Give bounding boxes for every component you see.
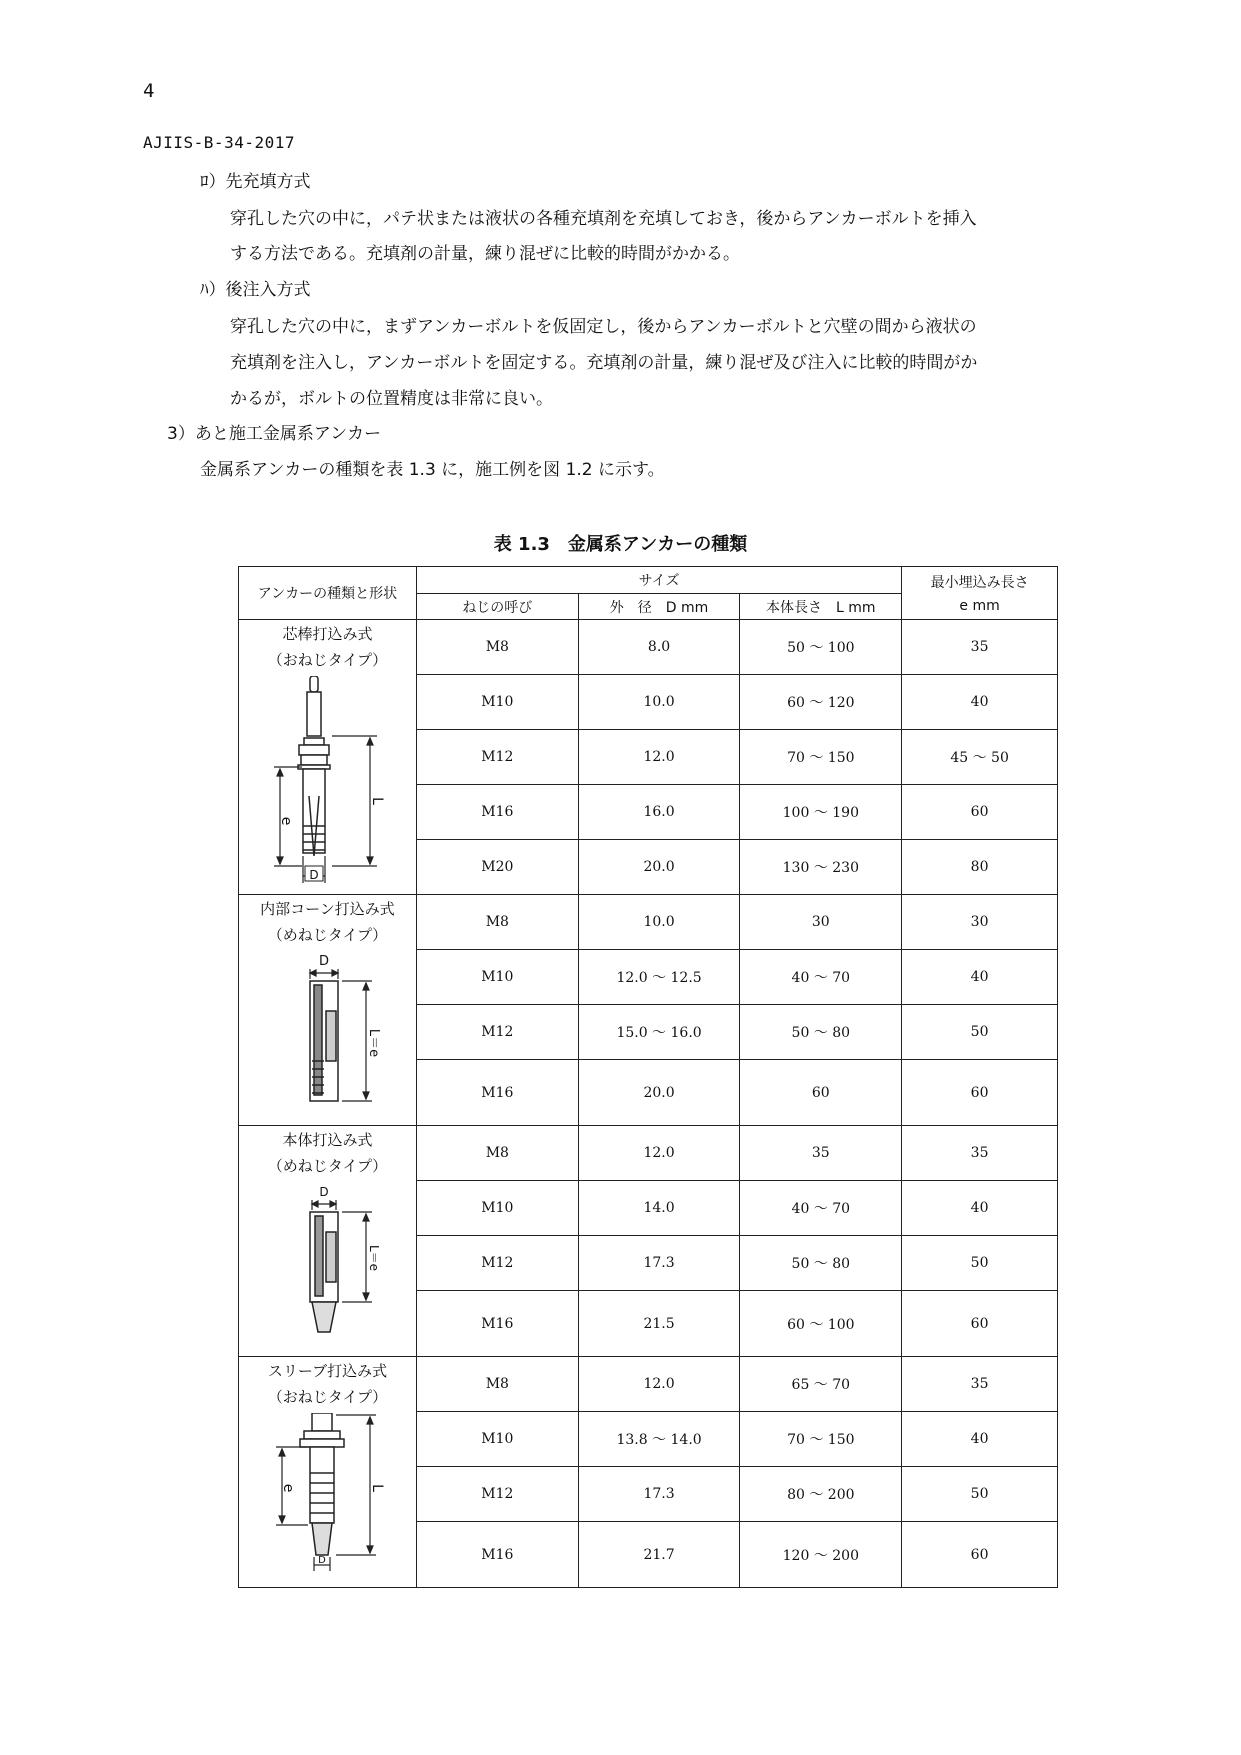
ha-paragraph-line1: 穿孔した穴の中に，まずアンカーボルトを仮固定し，後からアンカーボルトと穴壁の間から液状の — [230, 317, 977, 337]
dia-cell: 17.3 — [578, 1467, 740, 1522]
embed-cell: 40 — [902, 1181, 1058, 1236]
dia-cell: 8.0 — [578, 620, 740, 675]
thread-cell: M12 — [416, 1467, 578, 1522]
thread-cell: M16 — [416, 1522, 578, 1588]
dia-cell: 16.0 — [578, 785, 740, 840]
ha-paragraph-line2: 充填剤を注入し，アンカーボルトを固定する。充填剤の計量，練り混ぜ及び注入に比較的時間がか — [230, 353, 978, 373]
header-min-embed — [902, 567, 1058, 620]
dia-cell: 17.3 — [578, 1236, 740, 1291]
type-cell-sleeve-drive — [239, 1357, 417, 1588]
embed-cell: 60 — [902, 1060, 1058, 1126]
table-row — [239, 1126, 1058, 1181]
embed-cell: 40 — [902, 1412, 1058, 1467]
length-cell: 60 ～ 120 — [740, 675, 902, 730]
length-cell: 70 ～ 150 — [740, 1412, 902, 1467]
embed-cell: 35 — [902, 1357, 1058, 1412]
dia-cell: 12.0 — [578, 1357, 740, 1412]
section3-paragraph: 金属系アンカーの種類を表 1.3 に，施工例を図 1.2 に示す。 — [200, 460, 665, 480]
thread-cell: M12 — [416, 730, 578, 785]
length-cell: 60 — [740, 1060, 902, 1126]
dim-label-l: L — [369, 1484, 386, 1492]
thread-cell: M16 — [416, 785, 578, 840]
ha-heading: ﾊ）後注入方式 — [200, 280, 311, 300]
length-cell: 100 ～ 190 — [740, 785, 902, 840]
section3-heading: 3）あと施工金属系アンカー — [167, 424, 382, 444]
page-number: 4 — [143, 80, 155, 102]
thread-cell: M10 — [416, 950, 578, 1005]
document-id: AJIIS-B-34-2017 — [143, 133, 295, 152]
embed-cell: 50 — [902, 1236, 1058, 1291]
dim-label-d: D — [319, 1185, 330, 1199]
type-name-line2: （おねじタイプ） — [267, 651, 388, 669]
table-row — [239, 1357, 1058, 1412]
length-cell: 80 ～ 200 — [740, 1467, 902, 1522]
thread-cell: M8 — [416, 1357, 578, 1412]
dia-cell: 12.0 — [578, 1126, 740, 1181]
type-cell-body-drive — [239, 1126, 417, 1357]
header-min-embed-line2: e mm — [959, 598, 1000, 614]
dia-cell: 12.0 ～ 12.5 — [578, 950, 740, 1005]
type-name-line1: スリーブ打込み式 — [267, 1362, 388, 1380]
length-cell: 65 ～ 70 — [740, 1357, 902, 1412]
type-name-line2: （めねじタイプ） — [267, 1157, 388, 1175]
header-type-shape: アンカーの種類と形状 — [239, 567, 417, 620]
anchor-types-table — [238, 566, 1058, 1588]
dim-label-e: e — [278, 816, 295, 826]
dia-cell: 14.0 — [578, 1181, 740, 1236]
header-body-length: 本体長さ L mm — [740, 594, 902, 620]
dim-label-l-equals-e: L＝e — [367, 1244, 382, 1272]
thread-cell: M12 — [416, 1005, 578, 1060]
dia-cell: 15.0 ～ 16.0 — [578, 1005, 740, 1060]
dia-cell: 10.0 — [578, 895, 740, 950]
body-drive-anchor-drawing-icon — [252, 1182, 402, 1342]
dim-label-d: D — [319, 954, 330, 969]
dim-label-l: L — [369, 797, 386, 805]
header-size: サイズ — [416, 567, 901, 594]
sleeve-drive-anchor-drawing-icon — [252, 1413, 402, 1573]
thread-cell: M8 — [416, 895, 578, 950]
ha-paragraph-line3: かるが，ボルトの位置精度は非常に良い。 — [230, 389, 553, 409]
embed-cell: 60 — [902, 1522, 1058, 1588]
header-min-embed-line1: 最小埋込み長さ — [930, 575, 1029, 591]
embed-cell: 35 — [902, 620, 1058, 675]
thread-cell: M8 — [416, 620, 578, 675]
embed-cell: 60 — [902, 1291, 1058, 1357]
header-outer-dia: 外 径 D mm — [578, 594, 740, 620]
dia-cell: 21.7 — [578, 1522, 740, 1588]
thread-cell: M10 — [416, 1412, 578, 1467]
core-rod-anchor-drawing-icon — [252, 676, 402, 886]
type-cell-core-rod — [239, 620, 417, 895]
thread-cell: M16 — [416, 1060, 578, 1126]
length-cell: 30 — [740, 895, 902, 950]
dia-cell: 10.0 — [578, 675, 740, 730]
dim-label-l-equals-e: L＝e — [366, 1028, 382, 1058]
table-row — [239, 895, 1058, 950]
thread-cell: M10 — [416, 675, 578, 730]
table-row — [239, 620, 1058, 675]
ro-heading: ﾛ）先充填方式 — [200, 172, 311, 192]
embed-cell: 45 ～ 50 — [902, 730, 1058, 785]
dia-cell: 13.8 ～ 14.0 — [578, 1412, 740, 1467]
length-cell: 120 ～ 200 — [740, 1522, 902, 1588]
internal-cone-anchor-drawing-icon — [252, 951, 402, 1111]
dim-label-d: D — [309, 868, 320, 882]
thread-cell: M20 — [416, 840, 578, 895]
type-name-line1: 内部コーン打込み式 — [260, 900, 395, 918]
length-cell: 60 ～ 100 — [740, 1291, 902, 1357]
thread-cell: M12 — [416, 1236, 578, 1291]
dia-cell: 12.0 — [578, 730, 740, 785]
header-thread: ねじの呼び — [416, 594, 578, 620]
type-cell-internal-cone — [239, 895, 417, 1126]
thread-cell: M8 — [416, 1126, 578, 1181]
length-cell: 50 ～ 80 — [740, 1236, 902, 1291]
dim-label-e: e — [280, 1483, 297, 1493]
dia-cell: 21.5 — [578, 1291, 740, 1357]
dim-label-d: D — [318, 1555, 327, 1566]
type-name-line2: （めねじタイプ） — [267, 926, 388, 944]
length-cell: 50 ～ 100 — [740, 620, 902, 675]
embed-cell: 80 — [902, 840, 1058, 895]
embed-cell: 40 — [902, 675, 1058, 730]
dia-cell: 20.0 — [578, 840, 740, 895]
length-cell: 50 ～ 80 — [740, 1005, 902, 1060]
length-cell: 70 ～ 150 — [740, 730, 902, 785]
length-cell: 35 — [740, 1126, 902, 1181]
table-caption: 表 1.3 金属系アンカーの種類 — [493, 534, 748, 555]
type-name-line1: 本体打込み式 — [282, 1131, 373, 1149]
embed-cell: 50 — [902, 1467, 1058, 1522]
embed-cell: 60 — [902, 785, 1058, 840]
type-name-line1: 芯棒打込み式 — [282, 625, 373, 643]
type-name-line2: （おねじタイプ） — [267, 1388, 388, 1406]
embed-cell: 30 — [902, 895, 1058, 950]
dia-cell: 20.0 — [578, 1060, 740, 1126]
length-cell: 40 ～ 70 — [740, 950, 902, 1005]
embed-cell: 50 — [902, 1005, 1058, 1060]
embed-cell: 40 — [902, 950, 1058, 1005]
thread-cell: M10 — [416, 1181, 578, 1236]
thread-cell: M16 — [416, 1291, 578, 1357]
embed-cell: 35 — [902, 1126, 1058, 1181]
ro-paragraph-line1: 穿孔した穴の中に，パテ状または液状の各種充填剤を充填しておき，後からアンカーボルトを挿入 — [230, 209, 977, 229]
length-cell: 40 ～ 70 — [740, 1181, 902, 1236]
length-cell: 130 ～ 230 — [740, 840, 902, 895]
ro-paragraph-line2: する方法である。充填剤の計量，練り混ぜに比較的時間がかかる。 — [230, 244, 740, 264]
